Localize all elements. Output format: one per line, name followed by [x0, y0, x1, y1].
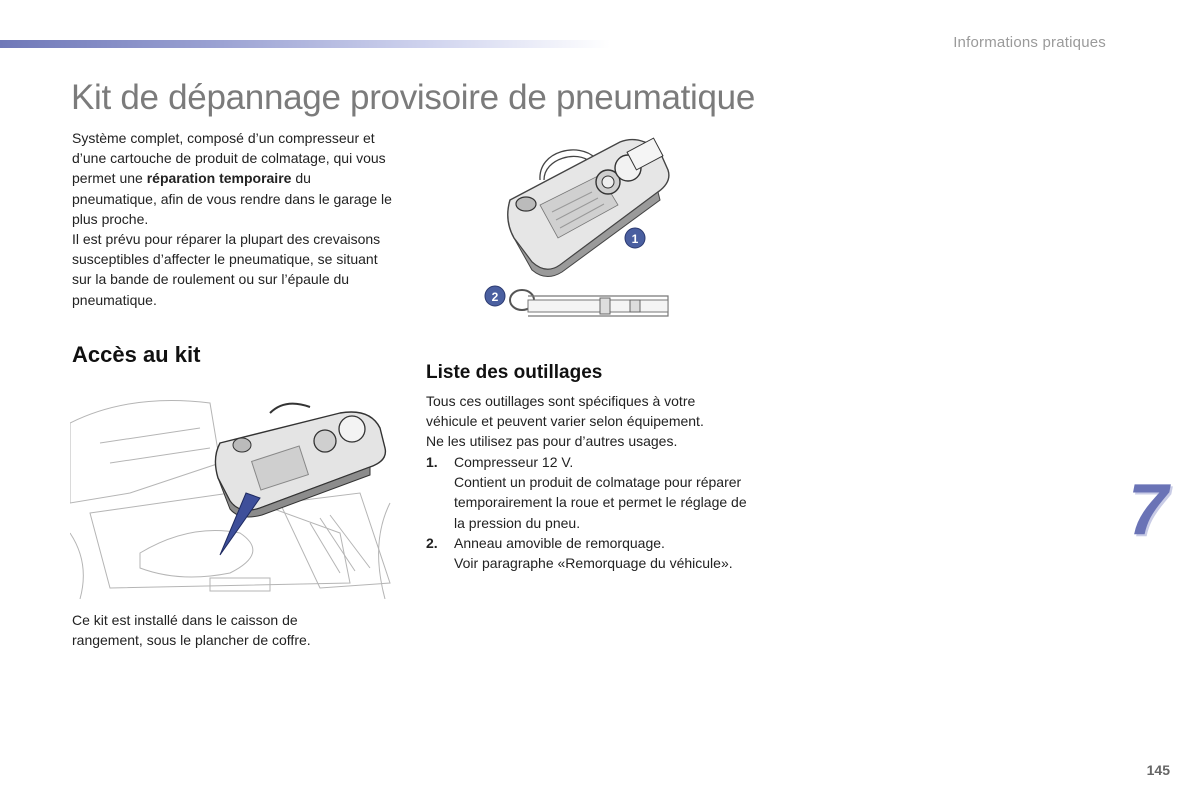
intro-part1: Système complet, composé d’un compresseur et d’une cartouche de produit de colmatage, qui vous permet une — [72, 130, 386, 187]
item-label: Anneau amovible de remorquage. — [454, 534, 665, 551]
tools-list-item — [426, 452, 756, 533]
repair-kit-illustration — [480, 130, 680, 345]
tools-intro — [426, 391, 746, 452]
trunk-illustration — [70, 383, 398, 599]
item-detail: Contient un produit de colmatage pour réparer temporairement la roue et permet le réglage de la pression du pneu. — [454, 474, 747, 531]
tools-intro-line2: Ne les utilisez pas pour d’autres usages. — [426, 433, 678, 450]
chapter-number: 7 — [1128, 470, 1169, 550]
item-number: 1. — [426, 454, 438, 470]
tools-list — [426, 452, 756, 573]
intro-part2: du pneumatique, afin de vous rendre dans le garage le plus proche. — [72, 170, 392, 227]
svg-text:2: 2 — [491, 290, 499, 304]
header-accent-bar — [0, 40, 610, 48]
access-caption: Ce kit est installé dans le caisson de rangement, sous le plancher de coffre. — [72, 612, 311, 649]
intro-text — [72, 128, 392, 310]
tools-list-item — [426, 533, 756, 573]
item-label: Compresseur 12 V. — [454, 454, 574, 470]
section-name: Informations pratiques — [953, 34, 1106, 51]
intro-bold: réparation temporaire — [146, 170, 292, 187]
tools-intro-line1: Tous ces outillages sont spécifiques à votre véhicule et peuvent varier selon équipement. — [426, 393, 704, 430]
page-number: 145 — [1146, 762, 1170, 778]
item-number: 2. — [426, 534, 438, 551]
svg-text:1: 1 — [631, 232, 639, 246]
item-detail: Voir paragraphe «Remorquage du véhicule». — [454, 555, 733, 572]
tools-heading: Liste des outillages — [426, 362, 603, 383]
page-title: Kit de dépannage provisoire de pneumatique — [71, 78, 756, 117]
access-heading: Accès au kit — [72, 342, 201, 367]
intro-paragraph2: Il est prévu pour réparer la plupart des crevaisons susceptibles d’affecter le pneumatique, se situant sur la bande de roulement ou sur l’épaule du pneumatique. — [72, 231, 381, 308]
